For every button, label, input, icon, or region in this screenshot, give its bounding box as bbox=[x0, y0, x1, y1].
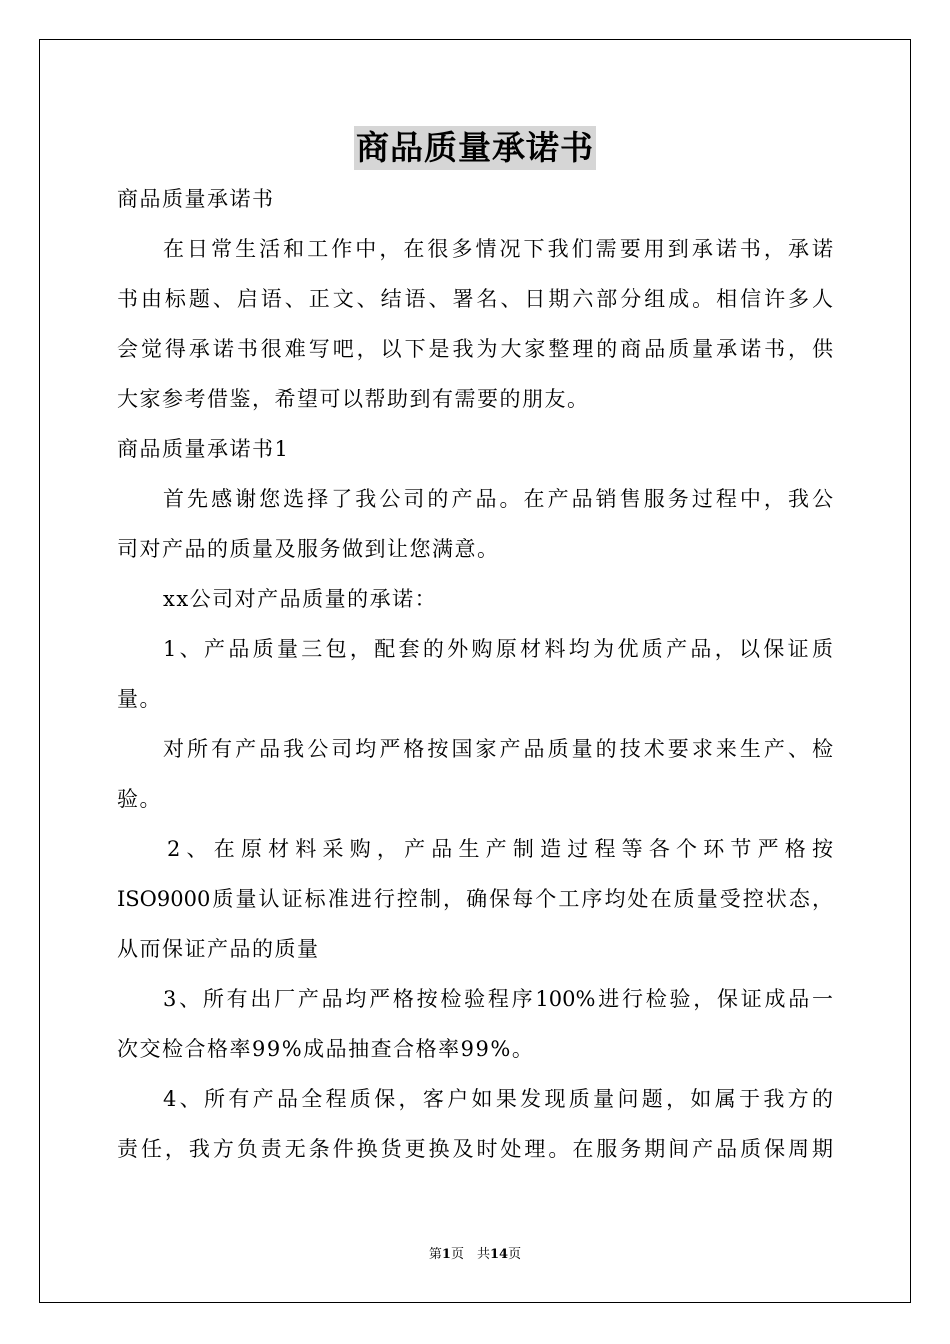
paragraph-line: 会觉得承诺书很难写吧，以下是我为大家整理的商品质量承诺书，供 bbox=[117, 337, 833, 361]
page-footer bbox=[0, 1246, 950, 1264]
paragraph-line: 量。 bbox=[117, 687, 162, 711]
footer-mid: 页 共 bbox=[450, 1247, 490, 1262]
paragraph-line: 次交检合格率99%成品抽查合格率99%。 bbox=[117, 1037, 535, 1061]
paragraph-line: 验。 bbox=[117, 787, 162, 811]
title-container bbox=[117, 126, 833, 170]
paragraph-line: 责任，我方负责无条件换货更换及时处理。在服务期间产品质保周期 bbox=[117, 1137, 833, 1161]
document-title: 商品质量承诺书 bbox=[354, 126, 596, 170]
paragraph-line: 在日常生活和工作中，在很多情况下我们需要用到承诺书，承诺 bbox=[163, 237, 833, 261]
paragraph-line: 4、所有产品全程质保，客户如果发现质量问题，如属于我方的 bbox=[163, 1087, 833, 1111]
footer-suffix: 页 bbox=[508, 1247, 522, 1262]
footer-total-pages: 14 bbox=[489, 1247, 509, 1262]
paragraph-line: 对所有产品我公司均严格按国家产品质量的技术要求来生产、检 bbox=[163, 737, 833, 761]
footer-prefix: 第 bbox=[428, 1247, 442, 1262]
footer-page-number: 1 bbox=[441, 1247, 451, 1262]
paragraph-line: 大家参考借鉴，希望可以帮助到有需要的朋友。 bbox=[117, 387, 590, 411]
paragraph-line: 1、产品质量三包，配套的外购原材料均为优质产品，以保证质 bbox=[163, 637, 833, 661]
paragraph-line: 首先感谢您选择了我公司的产品。在产品销售服务过程中，我公 bbox=[163, 487, 833, 511]
paragraph-line: ISO9000质量认证标准进行控制，确保每个工序均处在质量受控状态， bbox=[117, 887, 833, 911]
subtitle: 商品质量承诺书 bbox=[117, 187, 275, 211]
section-heading: 商品质量承诺书1 bbox=[117, 437, 290, 461]
paragraph-line: 从而保证产品的质量 bbox=[117, 937, 320, 961]
paragraph-line: xx公司对产品质量的承诺： bbox=[163, 587, 438, 611]
paragraph-line: 2、在原材料采购，产品生产制造过程等各个环节严格按 bbox=[167, 837, 833, 861]
paragraph-line: 3、所有出厂产品均严格按检验程序100%进行检验，保证成品一 bbox=[163, 987, 833, 1011]
paragraph-line: 司对产品的质量及服务做到让您满意。 bbox=[117, 537, 500, 561]
paragraph-line: 书由标题、启语、正文、结语、署名、日期六部分组成。相信许多人 bbox=[117, 287, 833, 311]
